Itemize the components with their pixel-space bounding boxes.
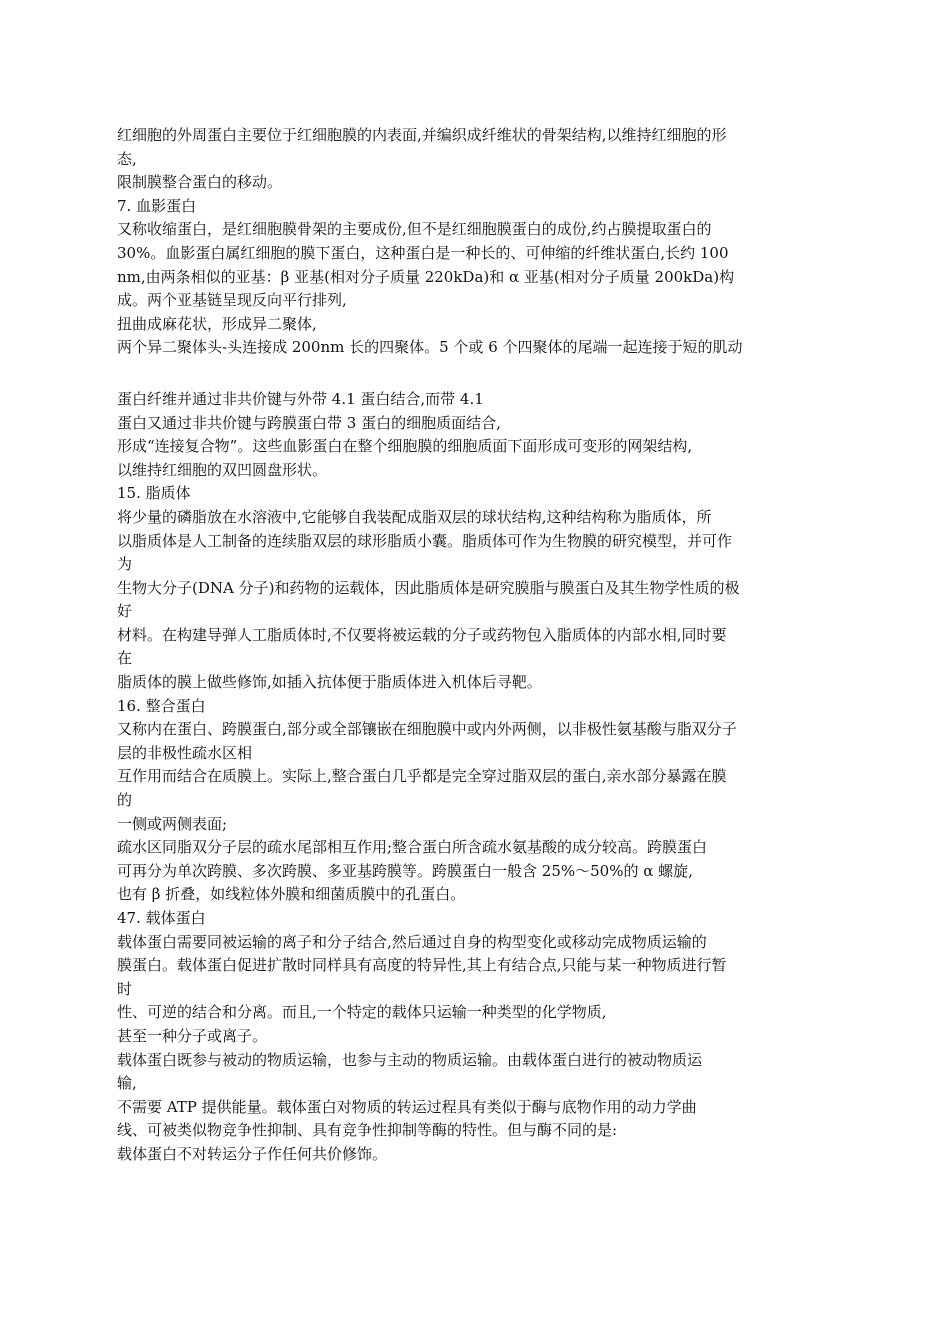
text-line: 疏水区同脂双分子层的疏水尾部相互作用;整合蛋白所含疏水氨基酸的成分较高。跨膜蛋白 [117,838,708,857]
text-line: 也有 β 折叠，如线粒体外膜和细菌质膜中的孔蛋白。 [117,885,466,904]
text-line: 一侧或两侧表面; [117,814,228,833]
text-line: 输, [117,1074,137,1093]
text-line: 脂质体的膜上做些修饰,如插入抗体便于脂质体进入机体后寻靶。 [117,673,542,692]
text-line: 好 [117,602,133,621]
text-line: 成。两个亚基链呈现反向平行排列, [117,291,347,310]
text-line: 的 [117,791,133,810]
text-line: 层的非极性疏水区相 [117,743,253,762]
text-line: 蛋白纤维并通过非共价键与外带 4.1 蛋白结合,而带 4.1 [117,389,484,408]
text-line: 限制膜整合蛋白的移动。 [117,173,283,192]
text-line: 以脂质体是人工制备的连续脂双层的球形脂质小囊。脂质体可作为生物膜的研究模型，并可作 [117,531,733,550]
text-line: 在 [117,649,133,668]
text-line: 线、可被类似物竞争性抑制、具有竞争性抑制等酶的特性。但与酶不同的是: [117,1121,618,1140]
text-line: 为 [117,555,133,574]
text-line: 载体蛋白需要同被运输的离子和分子结合,然后通过自身的构型变化或移动完成物质运输的 [117,932,707,951]
text-line: 时 [117,979,133,998]
text-line: 两个异二聚体头-头连接成 200nm 长的四聚体。5 个或 6 个四聚体的尾端一起连接于短的肌动 [117,338,743,357]
text-line: 又称收缩蛋白，是红细胞膜骨架的主要成份,但不是红细胞膜蛋白的成份,约占膜提取蛋白的 [117,220,712,239]
text-line: 态, [117,149,137,168]
text-line: 生物大分子(DNA 分子)和药物的运载体，因此脂质体是研究膜脂与膜蛋白及其生物学性质的极 [117,578,740,597]
text-line: 7. 血影蛋白 [117,196,197,215]
text-line: 性、可逆的结合和分离。而且,一个特定的载体只运输一种类型的化学物质, [117,1003,607,1022]
text-line: 形成“连接复合物”。这些血影蛋白在整个细胞膜的细胞质面下面形成可变形的网架结构, [117,437,693,456]
text-line: 30%。血影蛋白属红细胞的膜下蛋白，这种蛋白是一种长的、可伸缩的纤维状蛋白,长约 100 [117,243,729,262]
text-line: 扭曲成麻花状，形成异二聚体, [117,314,317,333]
text-line: 以维持红细胞的双凹圆盘形状。 [117,460,328,479]
text-line: 材料。在构建导弹人工脂质体时,不仅要将被运载的分子或药物包入脂质体的内部水相,同时要 [117,625,727,644]
text-line: 将少量的磷脂放在水溶液中,它能够自我装配成脂双层的球状结构,这种结构称为脂质体，所 [117,507,712,526]
text-line: 甚至一种分子或离子。 [117,1026,268,1045]
text-line: 16. 整合蛋白 [117,696,206,715]
text-line: 蛋白又通过非共价键与跨膜蛋白带 3 蛋白的细胞质面结合, [117,413,501,432]
text-line: nm,由两条相似的亚基：β 亚基(相对分子质量 220kDa)和 α 亚基(相对分子质量 200kDa)构 [117,267,735,286]
text-line: 可再分为单次跨膜、多次跨膜、多亚基跨膜等。跨膜蛋白一般含 25%～50%的 α 螺旋, [117,861,693,880]
text-line: 互作用而结合在质膜上。实际上,整合蛋白几乎都是完全穿过脂双层的蛋白,亲水部分暴露在膜 [117,767,727,786]
text-line: 47. 载体蛋白 [117,909,206,927]
text-line: 载体蛋白既参与被动的物质运输，也参与主动的物质运输。由载体蛋白进行的被动物质运 [117,1050,703,1069]
text-line: 载体蛋白不对转运分子作任何共价修饰。 [117,1144,388,1163]
blank-line [117,360,817,388]
text-line: 15. 脂质体 [117,484,191,503]
document-body [117,124,817,1167]
text-line: 膜蛋白。载体蛋白促进扩散时同样具有高度的特异性,其上有结合点,只能与某一种物质进行暂 [117,956,727,975]
text-line: 不需要 ATP 提供能量。载体蛋白对物质的转运过程具有类似于酶与底物作用的动力学曲 [117,1097,697,1116]
text-line: 又称内在蛋白、跨膜蛋白,部分或全部镶嵌在细胞膜中或内外两侧，以非极性氨基酸与脂双分子 [117,720,737,739]
text-line: 红细胞的外周蛋白主要位于红细胞膜的内表面,并编织成纤维状的骨架结构,以维持红细胞的形 [117,126,727,144]
